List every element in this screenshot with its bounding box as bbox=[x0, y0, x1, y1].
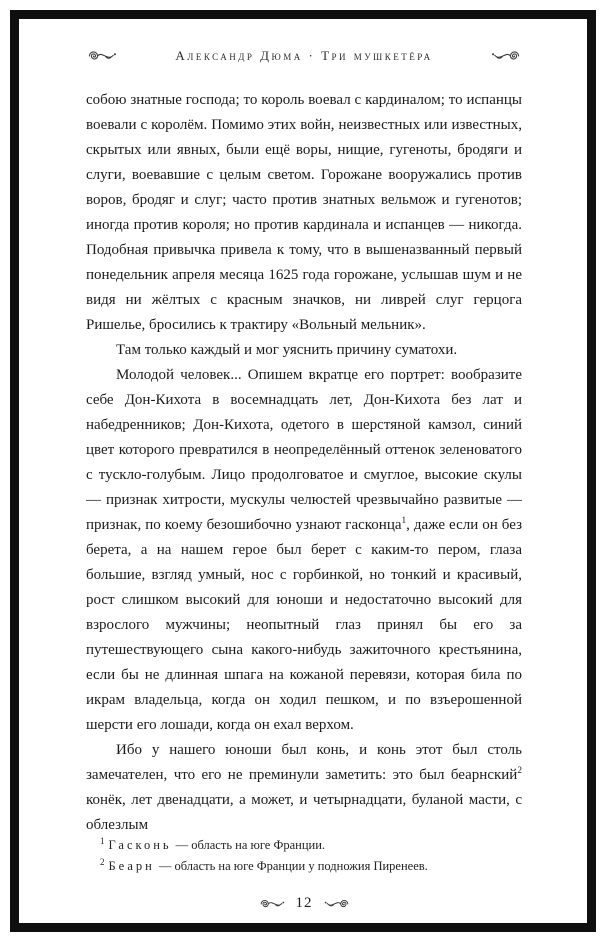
footnote-term: Беарн bbox=[108, 859, 155, 873]
paragraph-text: Там только каждый и мог уяснить причину суматохи. bbox=[116, 342, 458, 358]
running-header bbox=[88, 48, 520, 64]
footnote bbox=[100, 835, 522, 856]
header-flourish-left-icon bbox=[88, 49, 118, 63]
paragraph bbox=[86, 88, 522, 338]
footnote bbox=[100, 856, 522, 877]
footnote-term: Гасконь bbox=[108, 838, 172, 852]
paragraph-text: Ибо у нашего юноши был конь, и конь этот был столь замечателен, что его не преминули заметить: это был беарнский bbox=[86, 742, 522, 783]
footnotes-section bbox=[86, 835, 522, 889]
page-number: 12 bbox=[295, 895, 313, 911]
footer-flourish-left-icon bbox=[260, 898, 286, 910]
paragraph bbox=[86, 363, 522, 738]
book-title: Александр Дюма · Три мушкетёра bbox=[175, 48, 433, 63]
footnote-marker: 2 bbox=[100, 856, 105, 867]
page-body bbox=[86, 88, 522, 835]
footnote-ref-2: 2 bbox=[517, 766, 522, 776]
paragraph-text: собою знатные господа; то король воевал с кардиналом; то испанцы воевали с королём. Помимо этих войн, неизвестных или известных, скрытых или явных, были ещё воры, нищие, гугеноты, бродяги и слуги, воевавшие с целым светом. Горожане вооружались против воров, бродяг и слуг; часто против знатных вельмож и гугенотов; иногда против короля; но против кардинала и испанцев — никогда. Подобная привычка привела к тому, что в вышеназванный первый понедельник апреля месяца 1625 года горожане, услышав шум и не видя ни жёлтых с красным значков, ни ливрей слуг герцога Ришелье, бросились к трактиру «Вольный мельник». bbox=[86, 92, 522, 333]
footnote-ref-1: 1 bbox=[401, 516, 407, 526]
paragraph bbox=[86, 738, 522, 835]
paragraph bbox=[86, 338, 522, 363]
content-area bbox=[86, 48, 522, 912]
footnote-text: — область на юге Франции. bbox=[175, 838, 326, 852]
paragraph-text: Молодой человек... Опишем вкратце его портрет: вообразите себе Дон-Кихота в восемнадцать лет, Дон-Кихота без лат и набедренников; Дон-Кихота, одетого в шерстяной камзол, синий цвет которого превратился в неопределённый оттенок зеленоватого с тускло-голубым. Лицо продолговатое и смуглое, высокие скулы — признак хитрости, мускулы челюстей чрезвычайно развитые — признак, по коему безошибочно узнают гасконца bbox=[86, 367, 522, 533]
footnote-text: — область на юге Франции у подножия Пиренеев. bbox=[158, 859, 428, 873]
header-flourish-right-icon bbox=[490, 49, 520, 63]
footer-flourish-right-icon bbox=[323, 898, 349, 910]
paragraph-text: , даже если он без берета, а на нашем герое был берет с каким-то пером, глаза большие, взгляд умный, нос с горбинкой, но тонкий и красивый, рост слишком высокий для юноши и недостаточно высокий для взрослого мужчины; неопытный глаз принял бы его за путешествующего сына какого-нибудь зажиточного крестьянина, если бы не длинная шпага на кожаной перевязи, которая била по икрам владельца, когда он ходил пешком, и по взъерошенной шерсти его лошади, когда он ехал верхом. bbox=[86, 517, 522, 733]
page-footer bbox=[86, 889, 522, 912]
footnote-marker: 1 bbox=[100, 835, 105, 846]
paragraph-text: конёк, лет двенадцати, а может, и четырнадцати, буланой масти, с облезлым bbox=[86, 792, 522, 833]
